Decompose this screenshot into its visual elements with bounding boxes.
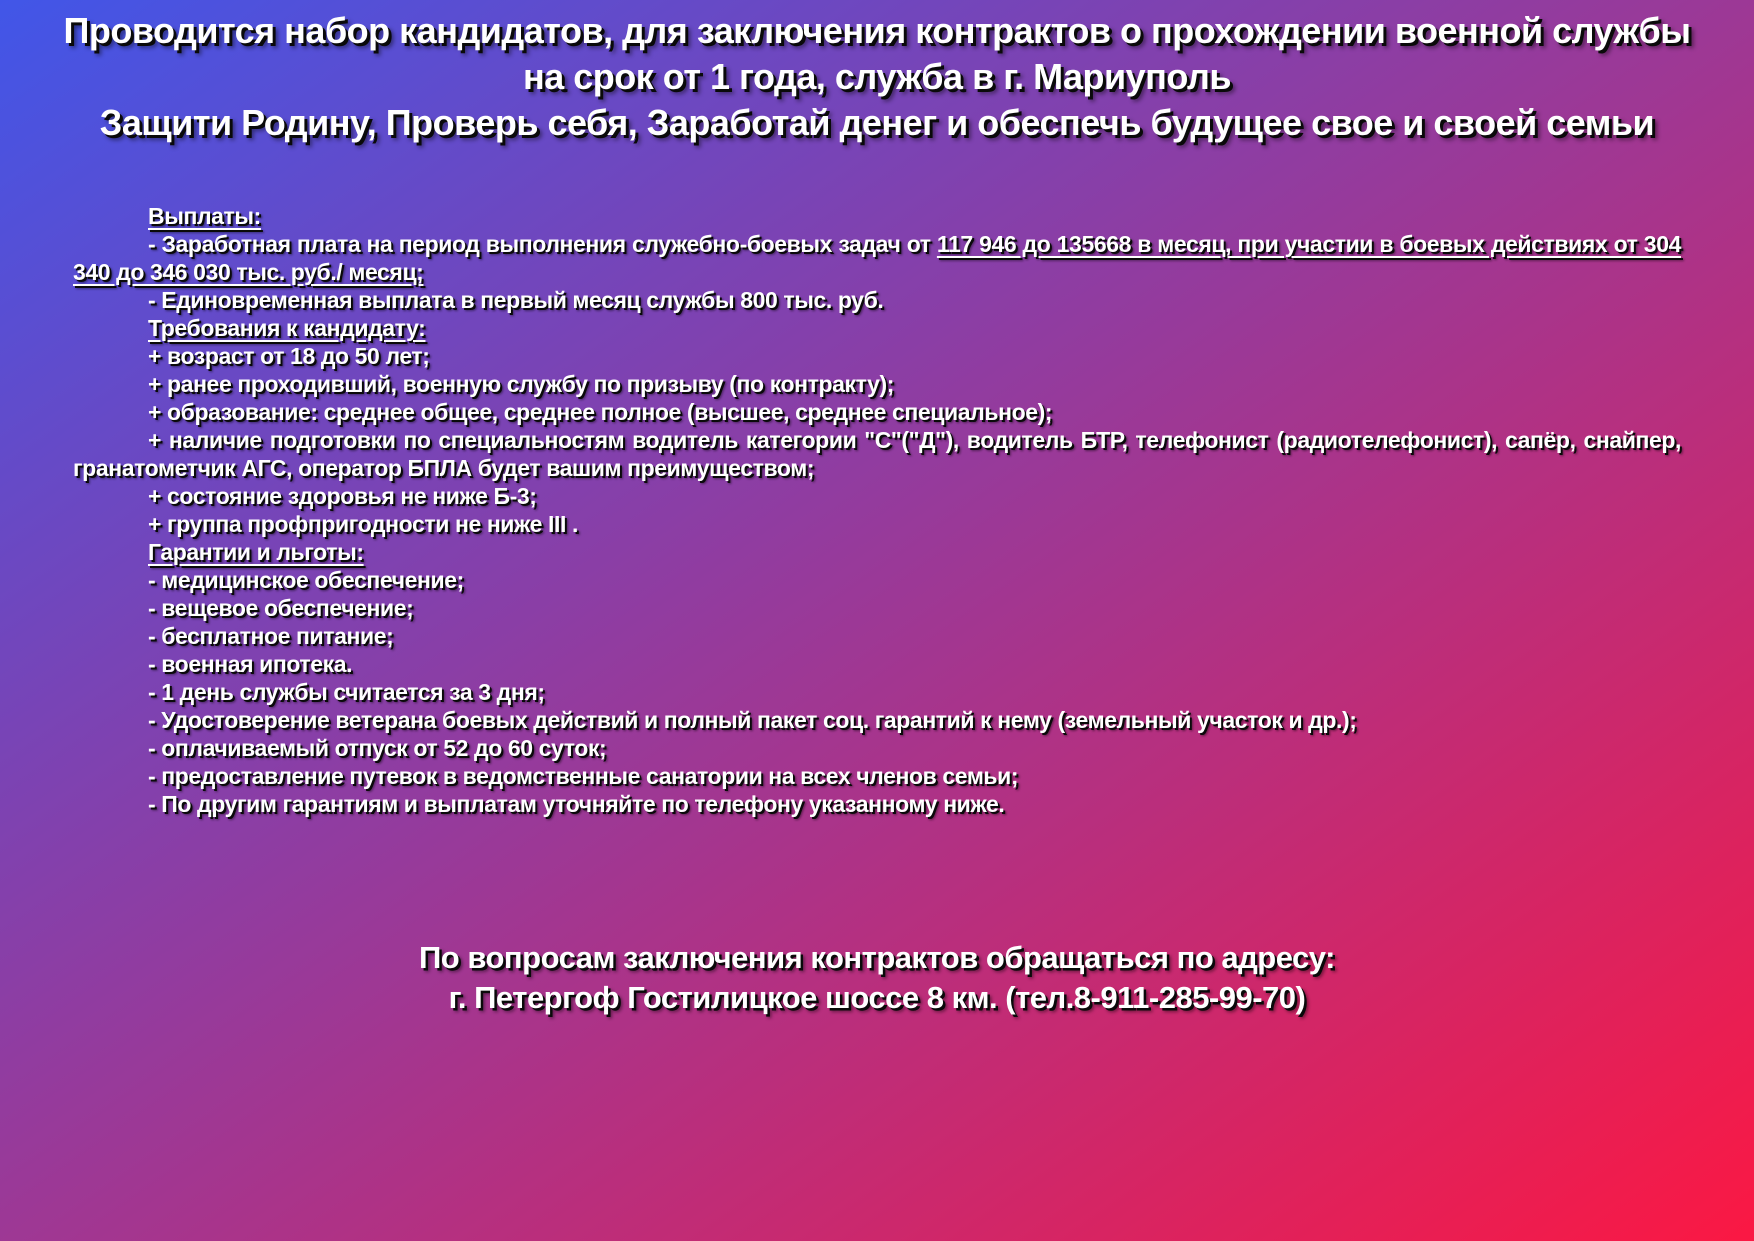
text-segment: + ранее проходивший, военную службу по призыву (по контракту); bbox=[148, 371, 895, 397]
body-paragraph bbox=[73, 790, 1681, 818]
body-paragraph bbox=[73, 230, 1681, 286]
text-segment: - вещевое обеспечение; bbox=[148, 595, 414, 621]
title-line-3: Защити Родину, Проверь себя, Заработай денег и обеспечь будущее свое и своей семьи bbox=[99, 102, 1655, 143]
text-segment: Гарантии и льготы: bbox=[148, 539, 364, 565]
contact-block bbox=[0, 938, 1754, 1018]
contact-line-1: По вопросам заключения контрактов обращаться по адресу: bbox=[419, 940, 1335, 975]
body-paragraph bbox=[73, 510, 1681, 538]
text-segment: - оплачиваемый отпуск от 52 до 60 суток; bbox=[148, 735, 607, 761]
body-paragraph bbox=[73, 622, 1681, 650]
flyer-body bbox=[73, 202, 1681, 818]
body-paragraph bbox=[73, 706, 1681, 734]
body-paragraph bbox=[73, 678, 1681, 706]
body-paragraph bbox=[73, 762, 1681, 790]
body-paragraph bbox=[73, 650, 1681, 678]
body-paragraph bbox=[73, 342, 1681, 370]
text-segment: + возраст от 18 до 50 лет; bbox=[148, 343, 430, 369]
text-segment: - По другим гарантиям и выплатам уточняйте по телефону указанному ниже. bbox=[148, 791, 1005, 817]
text-segment: - медицинское обеспечение; bbox=[148, 567, 464, 593]
body-paragraph bbox=[73, 734, 1681, 762]
body-paragraph bbox=[73, 566, 1681, 594]
text-segment: + группа профпригодности не ниже III . bbox=[148, 511, 578, 537]
text-segment: + состояние здоровья не ниже Б-3; bbox=[148, 483, 537, 509]
body-paragraph bbox=[73, 482, 1681, 510]
body-paragraph bbox=[73, 370, 1681, 398]
text-segment: - Единовременная выплата в первый месяц службы 800 тыс. руб. bbox=[148, 287, 884, 313]
text-segment: - бесплатное питание; bbox=[148, 623, 394, 649]
section-heading bbox=[73, 202, 1681, 230]
section-heading bbox=[73, 538, 1681, 566]
text-segment: - военная ипотека. bbox=[148, 651, 353, 677]
text-segment: + наличие подготовки по специальностям водитель категории "С"("Д"), водитель БТР, телефонист (радиотелефонист), сапёр, снайпер, гранатометчик АГС, оператор БПЛА будет вашим преимуществом; bbox=[73, 427, 1681, 481]
text-segment: - 1 день службы считается за 3 дня; bbox=[148, 679, 545, 705]
flyer-title bbox=[0, 0, 1754, 146]
body-paragraph bbox=[73, 426, 1681, 482]
title-line-1: Проводится набор кандидатов, для заключения контрактов о прохождении военной службы bbox=[63, 10, 1691, 51]
text-segment: Требования к кандидату: bbox=[148, 315, 426, 341]
text-segment: 117 946 до 135668 в месяц, при участии в боевых действиях от 304 340 до 346 030 тыс. руб./ месяц; bbox=[73, 231, 1681, 285]
text-segment: Выплаты: bbox=[148, 203, 261, 229]
title-line-2: на срок от 1 года, служба в г. Мариуполь bbox=[522, 56, 1232, 97]
body-paragraph bbox=[73, 286, 1681, 314]
section-heading bbox=[73, 314, 1681, 342]
contact-line-2: г. Петергоф Гостилицкое шоссе 8 км. (тел.8-911-285-99-70) bbox=[448, 980, 1306, 1015]
text-segment: - Заработная плата на период выполнения служебно-боевых задач от bbox=[148, 231, 937, 257]
text-segment: + образование: среднее общее, среднее полное (высшее, среднее специальное); bbox=[148, 399, 1053, 425]
body-paragraph bbox=[73, 398, 1681, 426]
body-paragraph bbox=[73, 594, 1681, 622]
text-segment: - предоставление путевок в ведомственные санатории на всех членов семьи; bbox=[148, 763, 1019, 789]
text-segment: - Удостоверение ветерана боевых действий и полный пакет соц. гарантий к нему (земельный участок и др.); bbox=[148, 707, 1357, 733]
